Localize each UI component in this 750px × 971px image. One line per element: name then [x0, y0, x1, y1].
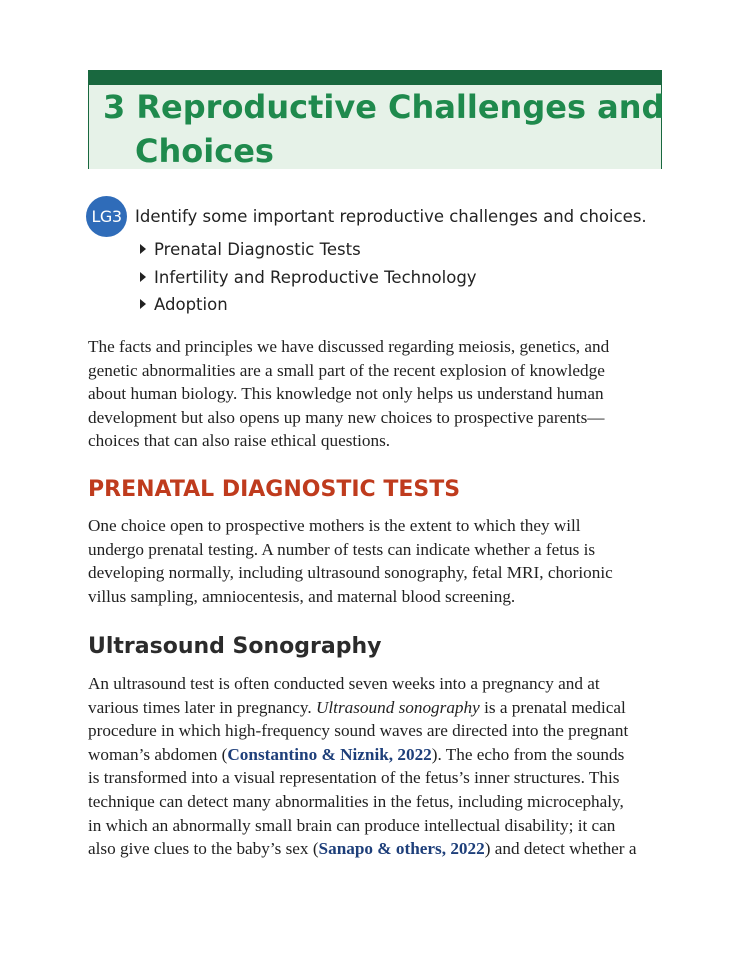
section-line: developing normally, including ultrasound sonography, fetal MRI, chorionic: [88, 563, 613, 583]
chapter-title: [103, 85, 664, 173]
section-paragraph: [88, 514, 668, 608]
intro-line: The facts and principles we have discussed regarding meiosis, genetics, and: [88, 337, 610, 356]
subsection-line: [88, 743, 668, 767]
chapter-header: [88, 70, 665, 170]
subsection-line: procedure in which high-frequency sound waves are directed into the pregnant: [88, 721, 629, 741]
learning-goal-text: Identify some important reproductive challenges and choices.: [135, 207, 647, 226]
section-line: villus sampling, amniocentesis, and maternal blood screening.: [88, 586, 516, 606]
intro-paragraph: [88, 335, 668, 453]
text-run: ). The echo from the sounds: [431, 744, 625, 764]
intro-line: genetic abnormalities are a small part of the recent explosion of knowledge: [88, 360, 605, 380]
section-heading: PRENATAL DIAGNOSTIC TESTS: [88, 477, 461, 502]
section-line: One choice open to prospective mothers is the extent to which they will: [88, 516, 581, 535]
key-term: Ultrasound sonography: [315, 697, 480, 717]
chapter-title-line2: Choices: [135, 132, 274, 170]
subsection-line: in which an abnormally small brain can produce intellectual disability; it can: [88, 815, 616, 835]
text-run: also give clues to the baby’s sex (: [88, 839, 319, 859]
learning-goal-badge: LG3: [86, 196, 127, 237]
chapter-title-line1: 3 Reproductive Challenges and: [103, 88, 665, 126]
intro-line: choices that can also raise ethical questions.: [88, 431, 391, 451]
learning-goal-item[interactable]: [140, 264, 477, 292]
triangle-bullet-icon: [140, 244, 146, 254]
text-run: is a prenatal medical: [479, 697, 626, 717]
text-run: ) and detect whether a: [484, 839, 637, 859]
learning-goal-item-label: Adoption: [154, 295, 228, 314]
intro-line: development but also opens up many new choices to prospective parents—: [88, 407, 605, 427]
learning-goal-item-label: Prenatal Diagnostic Tests: [154, 240, 361, 259]
subsection-line: [88, 837, 668, 861]
text-run: various times later in pregnancy.: [88, 697, 316, 717]
intro-line: about human biology. This knowledge not only helps us understand human: [88, 384, 604, 404]
subsection-heading: Ultrasound Sonography: [88, 634, 382, 659]
triangle-bullet-icon: [140, 299, 146, 309]
learning-goal-list: [140, 236, 477, 319]
learning-goal-item[interactable]: [140, 236, 477, 264]
citation-link[interactable]: Sanapo & others, 2022: [318, 839, 485, 859]
subsection-line: technique can detect many abnormalities in the fetus, including microcephaly,: [88, 791, 624, 811]
subsection-paragraph: [88, 672, 668, 861]
citation-link[interactable]: Constantino & Niznik, 2022: [227, 744, 432, 764]
subsection-line: [88, 696, 668, 720]
subsection-line: is transformed into a visual representation of the fetus’s inner structures. This: [88, 768, 620, 788]
learning-goal-item-label: Infertility and Reproductive Technology: [154, 267, 477, 287]
triangle-bullet-icon: [140, 272, 146, 282]
learning-goal-item[interactable]: [140, 291, 477, 319]
text-run: woman’s abdomen (: [88, 744, 228, 764]
section-line: undergo prenatal testing. A number of tests can indicate whether a fetus is: [88, 539, 596, 559]
subsection-line: An ultrasound test is often conducted seven weeks into a pregnancy and at: [88, 674, 600, 693]
